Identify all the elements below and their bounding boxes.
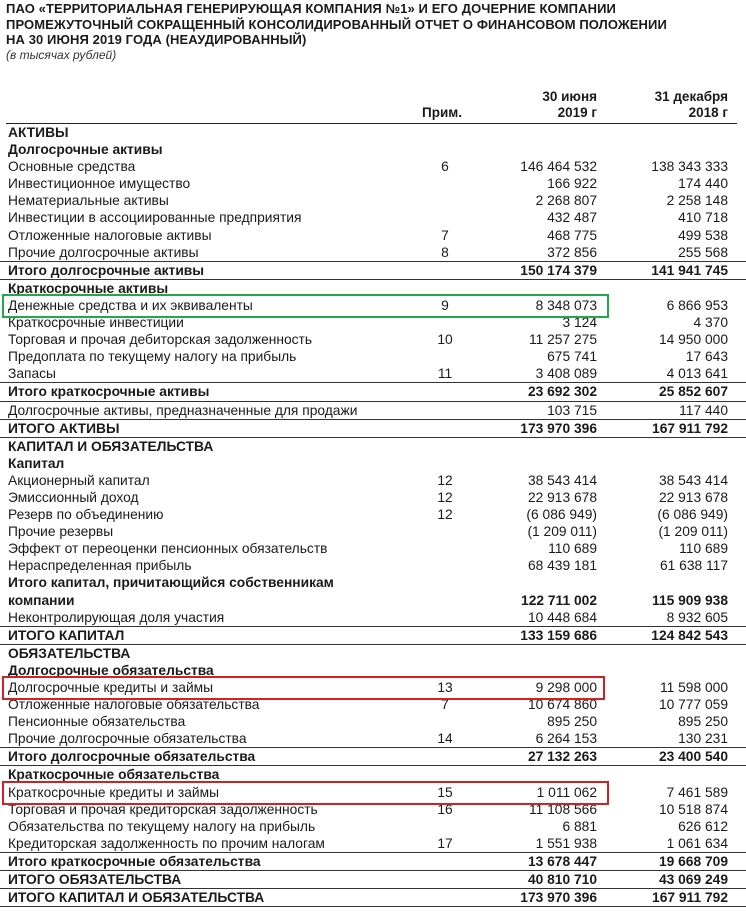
- value-2018: 110 689: [679, 541, 728, 557]
- value-2018: 2 258 148: [666, 193, 728, 209]
- table-row: [0, 506, 746, 523]
- table-row: [0, 141, 746, 158]
- value-2019: 8 348 073: [535, 297, 597, 313]
- column-header-2018-bottom: 2018 г: [688, 105, 728, 120]
- value-2019: 38 543 414: [527, 472, 597, 488]
- report-title-line-1: ПАО «ТЕРРИТОРИАЛЬНАЯ ГЕНЕРИРУЮЩАЯ КОМПАНИЯ №1» И ЕГО ДОЧЕРНИЕ КОМПАНИИ: [6, 1, 616, 16]
- row-note: 13: [437, 680, 453, 695]
- value-2018: 14 950 000: [658, 332, 728, 348]
- report-header: [6, 1, 741, 62]
- table-row: [0, 871, 746, 888]
- table-row: [0, 730, 746, 747]
- row-note: 15: [437, 784, 453, 800]
- value-2019: 22 913 678: [527, 489, 597, 505]
- table-row: [0, 331, 746, 348]
- highlight-box-cash: [2, 294, 609, 318]
- row-label: Основные средства: [8, 159, 136, 175]
- row-label: Пенсионные обязательства: [8, 714, 186, 730]
- table-row: [0, 124, 746, 141]
- value-2019: 166 922: [547, 176, 597, 192]
- highlight-box-short-term-loans: [2, 781, 609, 805]
- row-label: Кредиторская задолженность по прочим налогам: [8, 835, 325, 851]
- value-2019: 68 439 181: [527, 558, 597, 574]
- row-label: Краткосрочные обязательства: [8, 767, 220, 783]
- table-row: [0, 523, 746, 540]
- value-2018: 38 543 414: [658, 472, 728, 488]
- value-2018: 7 461 589: [666, 784, 728, 800]
- value-2018: 1 061 634: [666, 835, 728, 851]
- table-row: [0, 818, 746, 835]
- row-note: 6: [441, 159, 449, 175]
- value-2019: 895 250: [547, 714, 597, 730]
- value-2019: 150 174 379: [520, 262, 597, 278]
- row-label: Итого краткосрочные обязательства: [8, 853, 261, 869]
- row-label: Нематериальные активы: [8, 193, 169, 209]
- row-note: 9: [441, 297, 449, 313]
- column-header-2019-top: 30 июня: [542, 89, 597, 104]
- table-row: [0, 540, 746, 557]
- table-row: [0, 888, 746, 907]
- row-note: 12: [437, 489, 453, 505]
- table-row: [0, 261, 746, 280]
- row-label: Итого долгосрочные обязательства: [8, 749, 256, 765]
- table-row: [0, 835, 746, 852]
- row-label: Краткосрочные кредиты и займы: [8, 784, 219, 800]
- row-note: 14: [437, 731, 453, 747]
- value-2019: 173 970 396: [520, 890, 597, 906]
- value-2019: 173 970 396: [520, 420, 597, 436]
- value-2019: 432 487: [547, 210, 597, 226]
- column-header-2019-bottom: 2019 г: [557, 105, 597, 120]
- row-note: 10: [437, 332, 453, 348]
- value-2018: 43 069 249: [658, 872, 728, 888]
- value-2019: 468 775: [547, 227, 597, 243]
- row-label: Торговая и прочая дебиторская задолженность: [8, 332, 313, 348]
- value-2018: 255 568: [678, 244, 728, 260]
- row-label: Краткосрочные активы: [8, 280, 169, 296]
- value-2019: 10 448 684: [527, 609, 597, 625]
- value-2018: 8 932 605: [666, 609, 728, 625]
- row-label: ИТОГО АКТИВЫ: [8, 420, 120, 436]
- value-2019: 27 132 263: [527, 749, 597, 765]
- row-note: 7: [441, 227, 449, 243]
- table-row: [0, 175, 746, 192]
- value-2018: 22 913 678: [658, 489, 728, 505]
- value-2019: 11 257 275: [528, 332, 597, 348]
- row-label: Долгосрочные кредиты и займы: [8, 680, 214, 695]
- row-label: Акционерный капитал: [8, 472, 150, 488]
- value-2019: 3 124: [562, 315, 597, 331]
- value-2018: 138 343 333: [651, 159, 728, 175]
- table-row: [0, 557, 746, 574]
- table-row: [0, 592, 746, 609]
- value-2018: 117 440: [679, 402, 728, 418]
- table-row: [0, 192, 746, 209]
- value-2018: 174 440: [678, 176, 728, 192]
- row-label: КАПИТАЛ И ОБЯЗАТЕЛЬСТВА: [8, 438, 214, 454]
- report-title-line-2: ПРОМЕЖУТОЧНЫЙ СОКРАЩЕННЫЙ КОНСОЛИДИРОВАННЫЙ ОТЧЕТ О ФИНАНСОВОМ ПОЛОЖЕНИИ: [6, 16, 667, 32]
- value-2018: 17 643: [685, 349, 728, 365]
- value-2018: 4 370: [693, 315, 728, 331]
- table-row: [0, 209, 746, 226]
- row-label: Инвестиционное имущество: [8, 176, 191, 192]
- row-label: Итого краткосрочные активы: [8, 384, 210, 400]
- value-2019: 1 011 062: [536, 784, 597, 800]
- row-label: Обязательства по текущему налогу на прибыль: [8, 818, 316, 834]
- column-header-2019: [500, 89, 597, 121]
- row-label: ОБЯЗАТЕЛЬСТВА: [8, 645, 131, 661]
- table-row: [0, 489, 746, 506]
- row-label: Итого капитал, причитающийся собственникам: [8, 575, 334, 591]
- value-2018: 19 668 709: [658, 853, 728, 869]
- value-2018: 10 777 059: [658, 697, 728, 713]
- row-label: АКТИВЫ: [8, 125, 69, 140]
- row-label: Нераспределенная прибыль: [8, 558, 192, 574]
- row-note: 12: [437, 507, 453, 523]
- table-row: [0, 419, 746, 438]
- value-2018: 124 842 543: [651, 627, 728, 643]
- row-label: Эмиссионный доход: [8, 489, 139, 505]
- row-label: Торговая и прочая кредиторская задолженность: [8, 801, 318, 817]
- value-2019: 133 159 686: [520, 627, 597, 643]
- table-row: [0, 227, 746, 244]
- row-label: компании: [8, 592, 75, 608]
- value-2019: 2 268 807: [535, 193, 597, 209]
- row-label: Инвестиции в ассоциированные предприятия: [8, 210, 302, 226]
- row-label: Итого долгосрочные активы: [8, 262, 205, 278]
- row-label: Прочие долгосрочные активы: [8, 244, 199, 260]
- value-2019: 372 856: [547, 244, 597, 260]
- value-2018: 11 598 000: [659, 680, 728, 695]
- value-2019: 6 881: [562, 818, 597, 834]
- table-row: [0, 365, 746, 382]
- value-2018: 115 909 938: [652, 592, 728, 608]
- value-2019: 6 264 153: [535, 731, 597, 747]
- value-2019: 3 408 089: [535, 366, 597, 382]
- value-2019: 675 741: [547, 349, 597, 365]
- value-2018: 141 941 745: [651, 262, 728, 278]
- table-row: [0, 626, 746, 645]
- value-2019: 23 692 302: [527, 384, 597, 400]
- table-row: [0, 472, 746, 489]
- value-2019: 110 689: [548, 541, 597, 557]
- table-row: [0, 348, 746, 365]
- value-2019: (1 209 011): [527, 524, 597, 540]
- row-label: ИТОГО КАПИТАЛ И ОБЯЗАТЕЛЬСТВА: [8, 890, 265, 906]
- highlight-box-long-term-loans: [2, 676, 605, 700]
- value-2019: (6 086 949): [526, 507, 597, 523]
- value-2018: 130 231: [678, 731, 728, 747]
- column-header-2018-top: 31 декабря: [654, 89, 728, 104]
- table-row: [0, 609, 746, 626]
- value-2018: 10 518 874: [658, 801, 728, 817]
- row-label: Отложенные налоговые обязательства: [8, 697, 260, 713]
- row-note: 12: [437, 472, 453, 488]
- value-2018: 410 718: [678, 210, 728, 226]
- row-label: Запасы: [8, 366, 56, 382]
- row-note: 16: [437, 801, 453, 817]
- row-label: Предоплата по текущему налогу на прибыль: [8, 349, 297, 365]
- value-2019: 146 464 532: [520, 159, 597, 175]
- row-note: 7: [441, 697, 449, 713]
- table-row: [0, 382, 746, 401]
- row-label: Капитал: [8, 455, 65, 471]
- row-label: Денежные средства и их эквиваленты: [8, 297, 253, 313]
- row-label: Долгосрочные активы, предназначенные для продажи: [8, 402, 358, 418]
- value-2018: 499 538: [678, 227, 728, 243]
- report-title-line-3: НА 30 ИЮНЯ 2019 ГОДА (НЕАУДИРОВАННЫЙ): [6, 32, 307, 47]
- row-note: 8: [441, 244, 449, 260]
- row-note: 11: [437, 366, 453, 382]
- value-2018: 626 612: [678, 818, 728, 834]
- units-note: (в тысячах рублей): [6, 47, 117, 62]
- value-2019: 11 108 566: [528, 801, 597, 817]
- row-label: Краткосрочные инвестиции: [8, 315, 184, 331]
- table-row: [0, 852, 746, 871]
- value-2018: 61 638 117: [659, 558, 728, 574]
- row-label: ИТОГО ОБЯЗАТЕЛЬСТВА: [8, 872, 182, 888]
- row-label: Долгосрочные обязательства: [8, 662, 214, 678]
- value-2019: 40 810 710: [527, 872, 597, 888]
- value-2019: 122 711 002: [521, 592, 597, 608]
- value-2018: 6 866 953: [666, 297, 728, 313]
- value-2019: 9 298 000: [535, 680, 597, 695]
- value-2018: 895 250: [678, 714, 728, 730]
- row-label: ИТОГО КАПИТАЛ: [8, 627, 125, 643]
- row-label: Эффект от переоценки пенсионных обязательств: [8, 541, 328, 557]
- table-row: [0, 455, 746, 472]
- value-2019: 1 551 938: [535, 835, 597, 851]
- value-2018: 23 400 540: [658, 749, 728, 765]
- row-label: Отложенные налоговые активы: [8, 227, 212, 243]
- column-header-2018: [620, 89, 728, 121]
- row-label: Резерв по объединению: [8, 507, 164, 523]
- value-2018: 167 911 792: [652, 890, 728, 906]
- table-row: [0, 158, 746, 175]
- value-2018: (1 209 011): [658, 524, 728, 540]
- value-2019: 103 715: [547, 402, 597, 418]
- table-row: [0, 645, 746, 662]
- value-2018: 25 852 607: [658, 384, 728, 400]
- value-2019: 13 678 447: [527, 853, 597, 869]
- row-label: Прочие долгосрочные обязательства: [8, 731, 247, 747]
- table-row: [0, 574, 746, 591]
- table-row: [0, 747, 746, 766]
- value-2018: (6 086 949): [657, 507, 728, 523]
- table-row: [0, 402, 746, 419]
- value-2019: 10 674 860: [527, 697, 597, 713]
- column-header-note: Прим.: [422, 105, 462, 120]
- row-note: 17: [437, 835, 453, 851]
- row-label: Прочие резервы: [8, 524, 114, 540]
- value-2018: 167 911 792: [652, 420, 728, 436]
- row-label: Неконтролирующая доля участия: [8, 609, 225, 625]
- table-row: [0, 244, 746, 261]
- table-row: [0, 438, 746, 455]
- table-row: [0, 713, 746, 730]
- value-2018: 4 013 641: [666, 366, 728, 382]
- row-label: Долгосрочные активы: [8, 142, 163, 158]
